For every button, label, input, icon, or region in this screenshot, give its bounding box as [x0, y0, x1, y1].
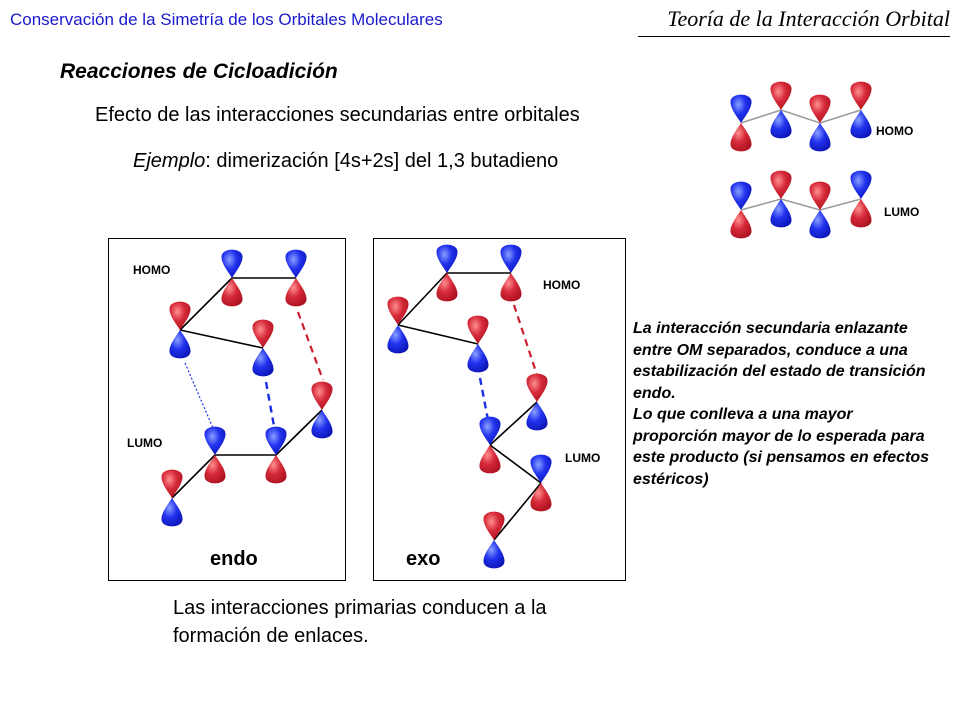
ref-homo-orbital-2-top-lobe	[770, 82, 791, 110]
exo-lumo-orbital-2-bottom-lobe	[479, 445, 500, 473]
endo-lumo-orbital-1-bottom-lobe	[311, 410, 332, 438]
ref-lumo-orbital-2-top-lobe	[770, 171, 791, 199]
endo-homo-orbital-3-bottom-lobe	[169, 330, 190, 358]
exo-homo-orbital-2-bottom-lobe	[500, 273, 521, 301]
example-prefix: Ejemplo	[133, 150, 206, 172]
endo-homo-orbital-4-bottom-lobe	[252, 348, 273, 376]
endo-lumo-orbital-2-top-lobe	[204, 427, 225, 455]
exo-lumo-orbital-4-bottom-lobe	[483, 540, 504, 568]
ref-lumo-orbital-4-top-lobe	[850, 171, 871, 199]
ref-homo-orbital-3-bottom-lobe	[809, 123, 830, 151]
ref-homo-orbital-1-bottom-lobe	[730, 123, 751, 151]
ref-homo-orbital-2-bottom-lobe	[770, 110, 791, 138]
ref-lumo-orbital-1-bottom-lobe	[730, 210, 751, 238]
endo-lumo-label: LUMO	[127, 436, 163, 450]
ref-homo-orbital-4-bottom-lobe	[850, 110, 871, 138]
exo-lumo-orbital-4-top-lobe	[483, 512, 504, 540]
primary-interactions-note: Las interacciones primarias conducen a la formación de enlaces.	[173, 597, 547, 647]
ref-lumo-orbital-1-top-lobe	[730, 182, 751, 210]
endo-lumo-orbital-3-top-lobe	[265, 427, 286, 455]
reference-homo-label: HOMO	[876, 124, 914, 138]
exo-bonds	[398, 273, 541, 540]
endo-homo-orbital-2-bottom-lobe	[285, 278, 306, 306]
exo-lumo-orbital-1-bottom-lobe	[526, 402, 547, 430]
section-title: Reacciones de Cicloadición	[60, 60, 338, 83]
header-left-title: Conservación de la Simetría de los Orbitales Moleculares	[10, 10, 443, 29]
endo-lumo-orbital-4-bottom-lobe	[161, 498, 182, 526]
endo-lumo-orbital-1-top-lobe	[311, 382, 332, 410]
exo-homo-orbital-2-top-lobe	[500, 245, 521, 273]
endo-homo-orbital-2-top-lobe	[285, 250, 306, 278]
endo-homo-orbital-3-top-lobe	[169, 302, 190, 330]
reference-bonds	[741, 110, 861, 210]
exo-homo-orbital-1-bottom-lobe	[436, 273, 457, 301]
explanation-paragraph-2: Lo que conlleva a una mayor proporción mayor de lo esperada para este producto (si pensamos en efectos estéricos)	[633, 406, 930, 488]
endo-homo-label: HOMO	[133, 263, 171, 277]
explanation-text	[633, 318, 933, 490]
exo-lumo-orbital-2-top-lobe	[479, 417, 500, 445]
endo-homo-orbital-4-top-lobe	[252, 320, 273, 348]
exo-caption: exo	[406, 548, 441, 570]
ref-lumo-orbital-3-top-lobe	[809, 182, 830, 210]
ref-lumo-orbital-2-bottom-lobe	[770, 199, 791, 227]
exo-homo-orbital-1-top-lobe	[436, 245, 457, 273]
reference-lumo-label: LUMO	[884, 205, 920, 219]
exo-homo-orbital-3-top-lobe	[387, 297, 408, 325]
endo-homo-orbital-1-bottom-lobe	[221, 278, 242, 306]
endo-lumo-orbital-3-bottom-lobe	[265, 455, 286, 483]
ref-lumo-orbital-4-bottom-lobe	[850, 199, 871, 227]
endo-lumo-orbital-4-top-lobe	[161, 470, 182, 498]
endo-lumo-orbital-2-bottom-lobe	[204, 455, 225, 483]
explanation-paragraph-1: La interacción secundaria enlazante entre OM separados, conduce a una estabilización del estado de transición endo.	[633, 320, 926, 402]
exo-homo-orbital-4-top-lobe	[467, 316, 488, 344]
ref-homo-orbital-4-top-lobe	[850, 82, 871, 110]
exo-lumo-orbital-1-top-lobe	[526, 374, 547, 402]
subtitle: Efecto de las interacciones secundarias entre orbitales	[95, 104, 580, 126]
exo-homo-orbital-4-bottom-lobe	[467, 344, 488, 372]
exo-lumo-orbital-3-bottom-lobe	[530, 483, 551, 511]
endo-caption: endo	[210, 548, 258, 570]
header-right-title: Teoría de la Interacción Orbital	[667, 6, 950, 31]
ref-lumo-orbital-3-bottom-lobe	[809, 210, 830, 238]
ref-homo-orbital-3-top-lobe	[809, 95, 830, 123]
exo-lumo-orbital-3-top-lobe	[530, 455, 551, 483]
exo-homo-label: HOMO	[543, 278, 581, 292]
endo-bonds	[172, 278, 323, 498]
example-text: : dimerización [4s+2s] del 1,3 butadieno	[205, 150, 559, 172]
exo-lumo-label: LUMO	[565, 451, 601, 465]
ref-homo-orbital-1-top-lobe	[730, 95, 751, 123]
endo-homo-orbital-1-top-lobe	[221, 250, 242, 278]
exo-homo-orbital-3-bottom-lobe	[387, 325, 408, 353]
